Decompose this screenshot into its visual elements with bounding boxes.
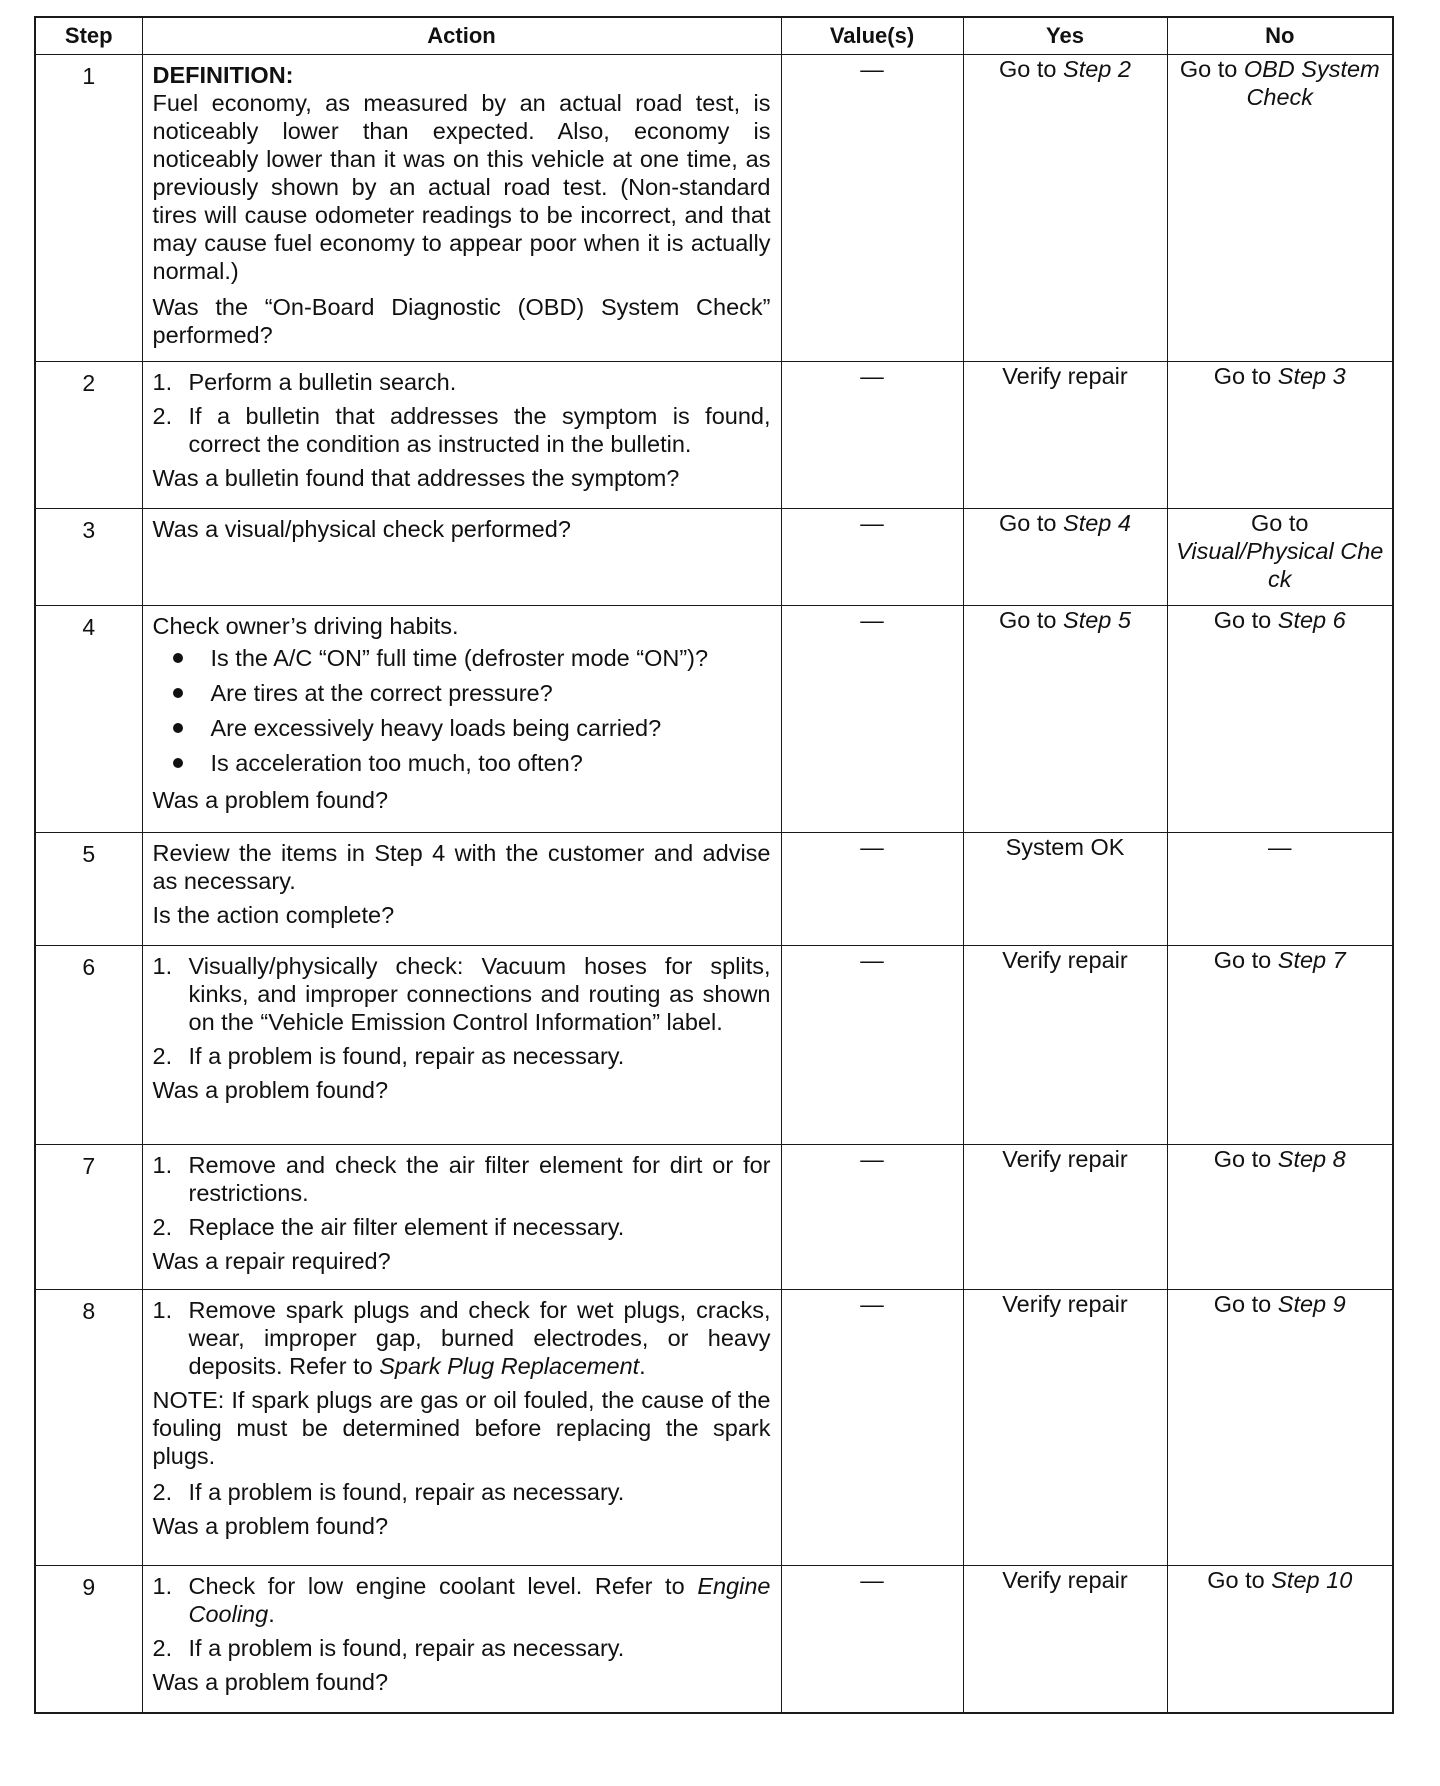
yes-cell [963, 55, 1167, 362]
no-prefix: Go to [1213, 363, 1278, 389]
bullet-icon [173, 688, 183, 698]
engine-cooling-link[interactable]: Engine Cooling [188, 1573, 771, 1627]
no-cell [1167, 1566, 1393, 1713]
no-link[interactable]: Step 3 [1277, 363, 1346, 389]
yes-prefix: Go to [999, 607, 1064, 633]
table-row [35, 946, 1393, 1145]
bullet-text: Are tires at the correct pressure? [210, 679, 553, 706]
no-link[interactable]: Step 8 [1277, 1146, 1346, 1172]
question: Was a problem found? [152, 787, 389, 813]
definition-label: DEFINITION: [152, 62, 294, 88]
table-row [35, 1566, 1393, 1713]
item-text: Check for low engine coolant level. Refer to Engine Cooling. [188, 1573, 771, 1627]
action-cell [142, 946, 781, 1145]
intro-text: Check owner’s driving habits. [152, 613, 459, 639]
no-prefix: Go to [1207, 1567, 1272, 1593]
list-item [153, 368, 771, 396]
no-link[interactable]: Step 6 [1277, 607, 1346, 633]
step-number: 7 [35, 1145, 142, 1290]
yes-link[interactable]: Step 2 [1063, 56, 1131, 82]
yes-cell: Verify repair [963, 1145, 1167, 1290]
yes-link[interactable]: Step 5 [1063, 607, 1131, 633]
yes-cell: System OK [963, 833, 1167, 946]
no-cell [1167, 55, 1393, 362]
question: Was the “On-Board Diagnostic (OBD) System Check” performed? [152, 294, 771, 348]
item-text: Remove spark plugs and check for wet plugs, cracks, wear, improper gap, burned electrodes, or heavy deposits. Refer to Spark Plug Replacement. [188, 1297, 771, 1379]
item-number: 2. [152, 1043, 173, 1069]
yes-cell [963, 509, 1167, 606]
yes-prefix: Go to [999, 56, 1064, 82]
question: Was a problem found? [152, 1669, 389, 1695]
action-cell [142, 833, 781, 946]
list-item [153, 1213, 771, 1241]
action-text: Review the items in Step 4 with the customer and advise as necessary. [152, 840, 771, 894]
list-item [153, 1634, 771, 1662]
no-cell [1167, 509, 1393, 606]
question: Was a problem found? [152, 1077, 389, 1103]
bullet-text: Is acceleration too much, too often? [210, 749, 583, 776]
step-number: 4 [35, 606, 142, 833]
diagnostic-table [34, 16, 1394, 1714]
value-cell: — [781, 1145, 963, 1290]
no-cell [1167, 362, 1393, 509]
question: Was a problem found? [152, 1513, 389, 1539]
list-item [153, 1296, 771, 1380]
action-cell [142, 362, 781, 509]
header-action: Action [142, 17, 781, 55]
header-row [35, 17, 1393, 55]
value-cell: — [781, 1566, 963, 1713]
item-text: If a problem is found, repair as necessary. [188, 1043, 625, 1069]
bullet-text: Is the A/C “ON” full time (defroster mode “ON”)? [210, 644, 709, 671]
item-number: 1. [152, 1297, 173, 1323]
value-cell: — [781, 55, 963, 362]
header-no: No [1167, 17, 1393, 55]
list-item [153, 1478, 771, 1506]
bullet-icon [173, 723, 183, 733]
yes-cell [963, 606, 1167, 833]
list-item [153, 1042, 771, 1070]
no-prefix: Go to [1213, 947, 1278, 973]
item-number: 2. [152, 403, 173, 429]
item-number: 2. [152, 1214, 173, 1240]
definition-text: Fuel economy, as measured by an actual road test, is noticeably lower than expected. Also, economy is noticeably lower than it was on this vehicle at one time, as previously shown by an actual road test. (Non-standard tires will cause odometer readings to be incorrect, and that may cause fuel economy to appear poor when it is actually normal.) [152, 90, 771, 284]
action-cell [142, 55, 781, 362]
header-step: Step [35, 17, 142, 55]
no-cell [1167, 1145, 1393, 1290]
question: Is the action complete? [152, 902, 395, 928]
bullet-icon [173, 758, 183, 768]
no-link[interactable]: Step 10 [1271, 1567, 1353, 1593]
bullet-icon [173, 653, 183, 663]
item-text: If a bulletin that addresses the symptom is found, correct the condition as instructed in the bulletin. [188, 403, 771, 457]
list-item [153, 402, 771, 458]
step-number: 5 [35, 833, 142, 946]
item-text: If a problem is found, repair as necessary. [188, 1635, 625, 1661]
no-prefix: Go to [1179, 56, 1244, 82]
item-text: Replace the air filter element if necessary. [188, 1214, 625, 1240]
action-cell [142, 1145, 781, 1290]
table-row [35, 1290, 1393, 1566]
table-row [35, 1145, 1393, 1290]
header-yes: Yes [963, 17, 1167, 55]
item-text: If a problem is found, repair as necessary. [188, 1479, 625, 1505]
question: Was a visual/physical check performed? [152, 516, 571, 542]
list-item [153, 952, 771, 1036]
yes-cell: Verify repair [963, 1566, 1167, 1713]
no-prefix: Go to [1213, 607, 1278, 633]
no-cell [1167, 946, 1393, 1145]
table-row [35, 362, 1393, 509]
value-cell: — [781, 833, 963, 946]
table-row [35, 606, 1393, 833]
item-number: 1. [152, 953, 173, 979]
no-link[interactable]: Step 7 [1277, 947, 1346, 973]
no-prefix: Go to [1251, 510, 1309, 536]
step-number: 9 [35, 1566, 142, 1713]
table-row [35, 509, 1393, 606]
value-cell: — [781, 509, 963, 606]
yes-link[interactable]: Step 4 [1063, 510, 1131, 536]
no-link[interactable]: Step 9 [1277, 1291, 1346, 1317]
question: Was a repair required? [152, 1248, 391, 1274]
yes-cell: Verify repair [963, 1290, 1167, 1566]
item-number: 1. [152, 369, 173, 395]
no-cell: — [1167, 833, 1393, 946]
item-text: Visually/physically check: Vacuum hoses for splits, kinks, and improper connections and routing as shown on the “Vehicle Emission Control Information” label. [188, 953, 771, 1035]
no-cell [1167, 606, 1393, 833]
spark-plug-link[interactable]: Spark Plug Replacement [379, 1353, 640, 1379]
bullet-item [153, 640, 771, 675]
bullet-item [153, 710, 771, 745]
table-row [35, 833, 1393, 946]
item-number: 2. [152, 1635, 173, 1661]
value-cell: — [781, 946, 963, 1145]
value-cell: — [781, 362, 963, 509]
bullet-text: Are excessively heavy loads being carried? [210, 714, 662, 741]
value-cell: — [781, 606, 963, 833]
question: Was a bulletin found that addresses the symptom? [152, 465, 680, 491]
action-cell [142, 509, 781, 606]
list-item [153, 1151, 771, 1207]
item-text: Perform a bulletin search. [188, 369, 457, 395]
action-cell [142, 606, 781, 833]
step-number: 6 [35, 946, 142, 1145]
no-prefix: Go to [1213, 1146, 1278, 1172]
bullet-item [153, 745, 771, 780]
step-number: 1 [35, 55, 142, 362]
item-number: 1. [152, 1573, 173, 1599]
bullet-item [153, 675, 771, 710]
yes-prefix: Go to [999, 510, 1064, 536]
item-number: 1. [152, 1152, 173, 1178]
no-prefix: Go to [1213, 1291, 1278, 1317]
no-cell [1167, 1290, 1393, 1566]
yes-cell: Verify repair [963, 946, 1167, 1145]
action-cell [142, 1290, 781, 1566]
no-link[interactable]: Visual/Physical Check [1176, 538, 1384, 592]
value-cell: — [781, 1290, 963, 1566]
step-number: 2 [35, 362, 142, 509]
no-link[interactable]: OBD System Check [1243, 56, 1380, 110]
list-item [153, 1572, 771, 1628]
action-cell [142, 1566, 781, 1713]
table-row [35, 55, 1393, 362]
note-text: NOTE: If spark plugs are gas or oil fouled, the cause of the fouling must be determined before replacing the spark plugs. [152, 1387, 771, 1469]
step-number: 3 [35, 509, 142, 606]
yes-cell: Verify repair [963, 362, 1167, 509]
header-values: Value(s) [781, 17, 963, 55]
step-number: 8 [35, 1290, 142, 1566]
item-text: Remove and check the air filter element for dirt or for restrictions. [188, 1152, 771, 1206]
item-number: 2. [152, 1479, 173, 1505]
